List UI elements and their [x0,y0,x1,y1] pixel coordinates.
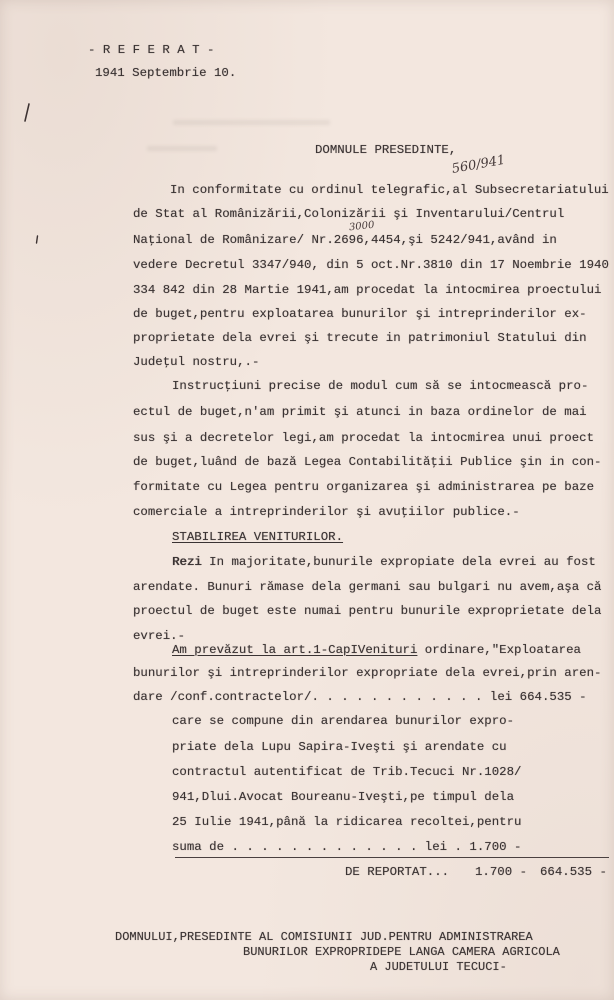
paragraph-2-line: comerciale a intreprinderilor şi avuţiilor publice.- [133,505,520,519]
paragraph-4-first-line [172,643,581,657]
paragraph-4-line-text: ordinare,"Exploatarea [417,643,581,657]
document-date: 1941 Septembrie 10. [95,66,237,80]
handwritten-margin-note: 3000 [348,219,375,234]
paragraph-2-line: sus şi a decretelor legi,am procedat la intocmirea unui proect [133,431,595,445]
underlined-reference: Am prevăzut la art.1-CapIVenituri [172,643,418,657]
paragraph-4-line: bunurilor şi intreprinderilor expropriate dela evrei,prin aren- [133,666,602,680]
carry-forward-amount-2: 664.535 - [540,865,607,879]
paragraph-1-line: de Stat al Românizării,Colonizării şi Inventarului/Centrul [133,207,565,221]
carry-forward-label: DE REPORTAT... [345,865,450,879]
document-title: - R E F E R A T - [88,43,215,57]
paragraph-2-line: Instrucţiuni precise de modul cum să se intocmească pro- [172,379,589,393]
paragraph-1-line: Judeţul nostru,.- [133,355,260,369]
paragraph-1-line: In conformitate cu ordinul telegrafic,al Subsecretariatului [170,183,609,197]
addressee-line: BUNURILOR EXPROPRIDEPE LANGA CAMERA AGRICOLA [243,945,560,959]
paragraph-1-line: proprietate dela evrei şi trecute in patrimoniul Statului din [133,331,587,345]
paragraph-1-line: vedere Decretul 3347/940, din 5 oct.Nr.3810 din 17 Noembrie 1940 [133,258,609,272]
paragraph-4-line: contractul autentificat de Trib.Tecuci Nr.1028/ [172,765,522,779]
addressee-line: DOMNULUI,PRESEDINTE AL COMISIUNII JUD.PENTRU ADMINISTRAREA [115,930,533,944]
struck-word: Rezi [172,555,202,569]
paragraph-4-line: 941,Dlui.Avocat Boureanu-Iveşti,pe timpul dela [172,790,515,804]
paragraph-4-line: care se compune din arendarea bunurilor expro- [172,714,515,728]
total-rule [175,857,609,858]
paragraph-2-line: ectul de buget,n'am primit şi atunci in baza ordinelor de mai [133,405,587,419]
paragraph-2-line: de buget,luând de bază Legea Contabilităţii Publice şin in con- [133,455,602,469]
handwritten-registry-number: 560/941 [450,152,507,177]
paragraph-3-line-text: In majoritate,bunurile expropiate dela evrei au fost [201,555,596,569]
paragraph-3-line: evrei.- [133,629,186,643]
paragraph-1-line: de buget,pentru exploatarea bunurilor şi intreprinderilor ex- [133,307,587,321]
salutation: DOMNULE PRESEDINTE, [315,143,457,157]
carry-forward-amount-1: 1.700 - [475,865,528,879]
paragraph-1-line: Naţional de Românizare/ Nr.2696,4454,şi 5242/941,având in [133,233,557,247]
paragraph-4-line: priate dela Lupu Sapira-Iveşti şi arendate cu [172,740,507,754]
paragraph-3-first-line [172,555,596,569]
paragraph-4-line: 25 Iulie 1941,până la ridicarea recoltei,pentru [172,815,522,829]
paragraph-4-line: dare /conf.contractelor/. . . . . . . . . . . . lei 664.535 - [133,690,587,704]
paragraph-4-line: suma de . . . . . . . . . . . . . lei . 1.700 - [172,840,522,854]
paragraph-2-line: formitate cu Legea pentru organizarea şi administrarea pe baze [133,480,595,494]
paragraph-3-line: proectul de buget este numai pentru bunurile exproprietate dela [133,604,602,618]
section-heading: STABILIREA VENITURILOR. [172,530,344,544]
paragraph-1-line: 334 842 din 28 Martie 1941,am procedat la intocmirea proectului [133,283,602,297]
addressee-line: A JUDETULUI TECUCI- [370,960,507,974]
paragraph-3-line: arendate. Bunuri rămase dela germani sau bulgari nu avem,aşa că [133,580,602,594]
